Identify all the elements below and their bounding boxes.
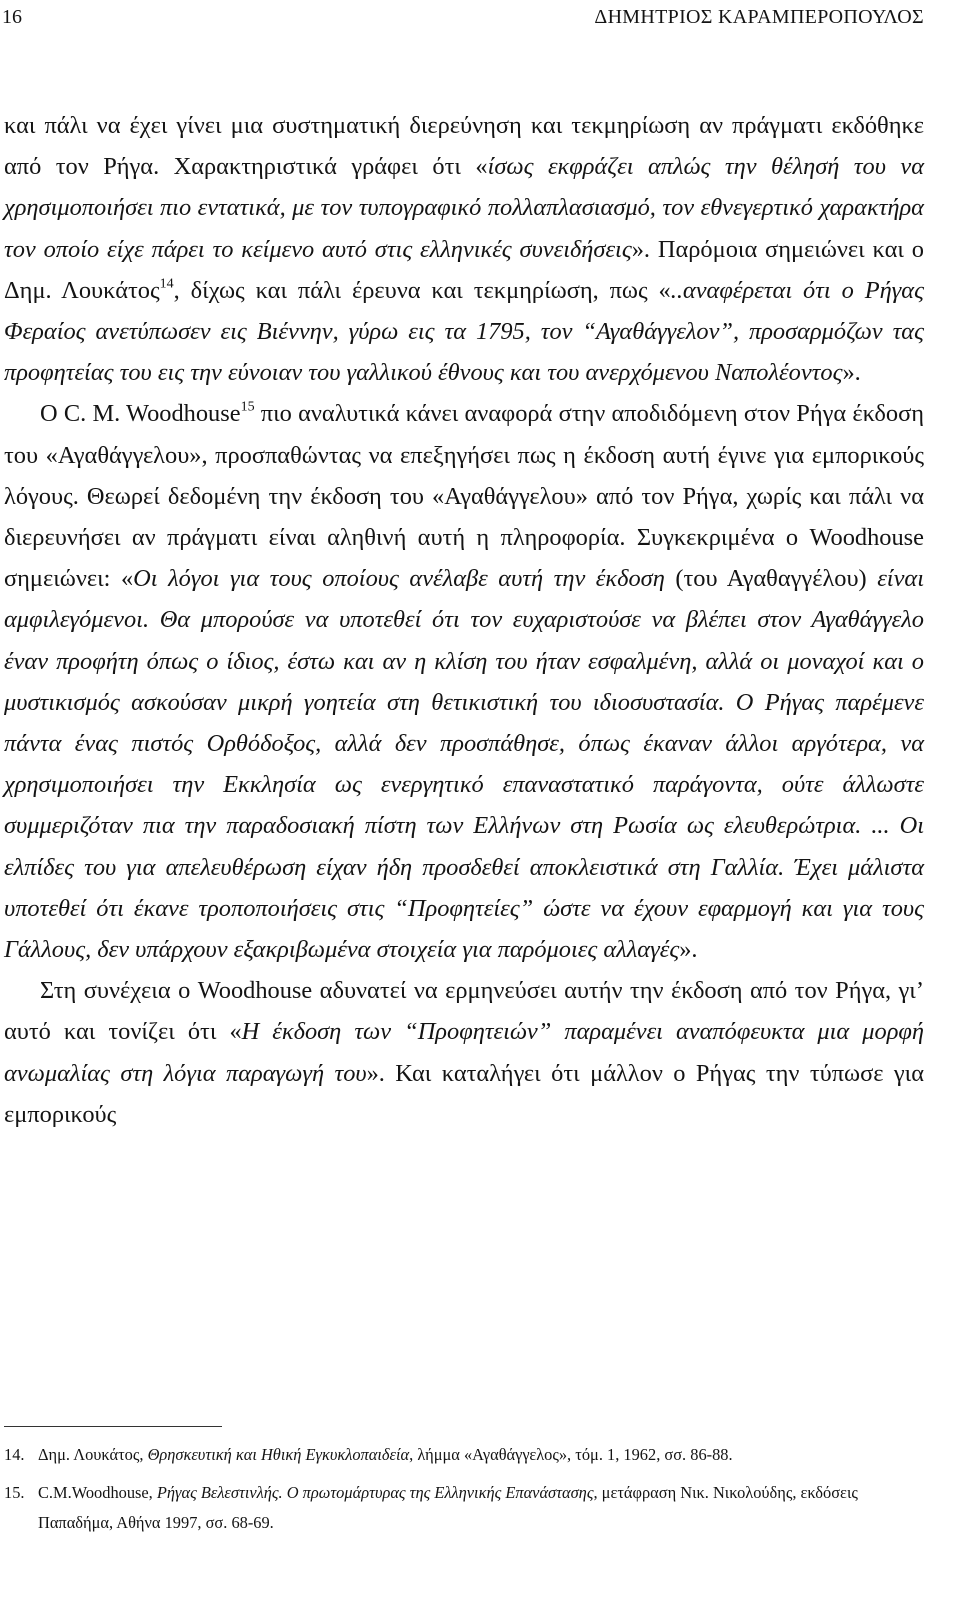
paragraph-2: [4, 393, 924, 970]
footnote-15: [4, 1478, 924, 1538]
p3-text-c: ». Και καταλήγει ότι μάλλον ο Ρήγας την τύπωσε για εμπορικούς: [4, 1059, 924, 1128]
footnote-details: , μετάφραση Νικ. Νικολούδης, εκδόσεις Παπαδήμα, Αθήνα 1997, σσ. 68-69.: [38, 1483, 858, 1532]
p2-quote-italic-1: Οι λόγοι για τους οποίους ανέλαβε αυτή την έκδοση: [133, 565, 665, 593]
p1-quote-italic: ίσως εκφράζει απλώς την θέλησή του να χρησιμοποιήσει πιο εντατικά, με τον τυπογραφικό πολλαπλασιασμό, τον εθνεγερτικό χαρακτήρα τον οποίο είχε πάρει το κείμενο αυτό στις ελληνικές συνειδήσεις: [4, 153, 924, 263]
footnotes: [4, 1440, 924, 1546]
footnote-details: , λήμμα «Αγαθάγγελος», τόμ. 1, 1962, σσ. 86-88.: [409, 1445, 733, 1464]
p1-text-c: ». Παρόμοια σημειώνει και ο Δημ. Λουκάτος: [4, 235, 924, 304]
footnote-number: 15.: [4, 1483, 25, 1502]
footnote-author: Δημ. Λουκάτος,: [38, 1445, 148, 1464]
p1-quote2-italic: ..αναφέρεται ότι ο Ρήγας Φεραίος ανετύπωσεν εις Βιέννην, γύρω εις τα 1795, τον “Αγαθάγγελον”, προσαρμόζων τας προφητείας του εις την εύνοιαν του γαλλικού έθνους και του ανερχόμενου Ναπολέοντος: [4, 276, 924, 387]
footnote-number: 14.: [4, 1445, 25, 1464]
page-header: [0, 0, 960, 40]
footnote-ref-14[interactable]: 14: [159, 276, 174, 292]
page-number: 16: [2, 6, 22, 28]
p2-text-a: Ο C. M. Woodhouse: [40, 400, 241, 428]
p1-text-f: ».: [842, 359, 861, 387]
p2-text-b: πιο αναλυτικά κάνει αναφορά στην αποδιδόμενη στον Ρήγα έκδοση του «Αγαθάγγελου», προσπαθώντας να επεξηγήσει πως η έκδοση αυτή έγινε για εμπορικούς λόγους. Θεωρεί δεδομένη την έκδοση του «Αγαθάγγελου» από τον Ρήγα, χωρίς και πάλι να διερευνήσει αν πράγματι είναι αληθινή αυτή η πληροφορία. Συγκεκριμένα ο Woodhouse σημειώνει: «: [4, 400, 924, 593]
body-text: [4, 105, 924, 1135]
footnote-14: [4, 1440, 924, 1470]
p2-text-d: (του Αγαθαγγέλου): [664, 565, 878, 593]
footnote-author: C.M.Woodhouse,: [38, 1483, 157, 1502]
p3-quote-italic: Η έκδοση των “Προφητειών” παραμένει αναπόφευκτα μια μορφή ανωμαλίας στη λόγια παραγωγή του: [4, 1018, 924, 1087]
footnote-title: Θρησκευτική και Ηθική Εγκυκλοπαιδεία: [147, 1445, 410, 1464]
p3-text-a: Στη συνέχεια ο Woodhouse αδυνατεί να ερμηνεύσει αυτήν την έκδοση από τον Ρήγα, γι’ αυτό και τονίζει ότι «: [4, 977, 924, 1046]
footnote-divider: [4, 1426, 222, 1427]
footnote-ref-15[interactable]: 15: [240, 399, 255, 415]
footnote-title: Ρήγας Βελεστινλής. Ο πρωτομάρτυρας της Ελληνικής Επανάστασης: [156, 1483, 594, 1502]
p2-text-f: ».: [679, 936, 698, 964]
paragraph-3: [4, 970, 924, 1135]
p2-quote-italic-2: είναι αμφιλεγόμενοι. Θα μπορούσε να υποτεθεί ότι τον ευχαριστούσε να βλέπει στον Αγαθάγγελο έναν προφήτη όπως ο ίδιος, έστω και αν η κλίση του ήταν εσφαλμένη, αλλά οι μοναχοί και ο μυστικισμός ασκούσαν μικρή γοητεία στη θετικιστική του ιδιοσυστασία. Ο Ρήγας παρέμενε πάντα ένας πιστός Ορθόδοξος, αλλά δεν προσπάθησε, όπως έκαναν άλλοι αργότερα, να χρησιμοποιήσει την Εκκλησία ως ενεργητικό επαναστατικό παράγοντα, ούτε άλλωστε συμμεριζόταν πια την παραδοσιακή πίστη των Ελλήνων στη Ρωσία ως ελευθερώτρια. ... Οι ελπίδες του για απελευθέρωση είχαν ήδη προσδεθεί αποκλειστικά στη Γαλλία. Έχει μάλιστα υποτεθεί ότι έκανε τροποποιήσεις στις “Προφητείες” ώστε να έχουν εφαρμογή και για τους Γάλλους, δεν υπάρχουν εξακριβωμένα στοιχεία για παρόμοιες αλλαγές: [4, 565, 924, 964]
paragraph-1: [4, 105, 924, 393]
p1-text-a: και πάλι να έχει γίνει μια συστηματική διερεύνηση και τεκμηρίωση αν πράγματι εκδόθηκε από τον Ρήγα. Χαρακτηριστικά γράφει ότι «: [4, 112, 924, 181]
running-head: ΔΗΜΗΤΡΙΟΣ ΚΑΡΑΜΠΕΡΟΠΟΥΛΟΣ: [594, 6, 924, 28]
p1-text-d: , δίχως και πάλι έρευνα και τεκμηρίωση, πως «: [173, 276, 671, 304]
